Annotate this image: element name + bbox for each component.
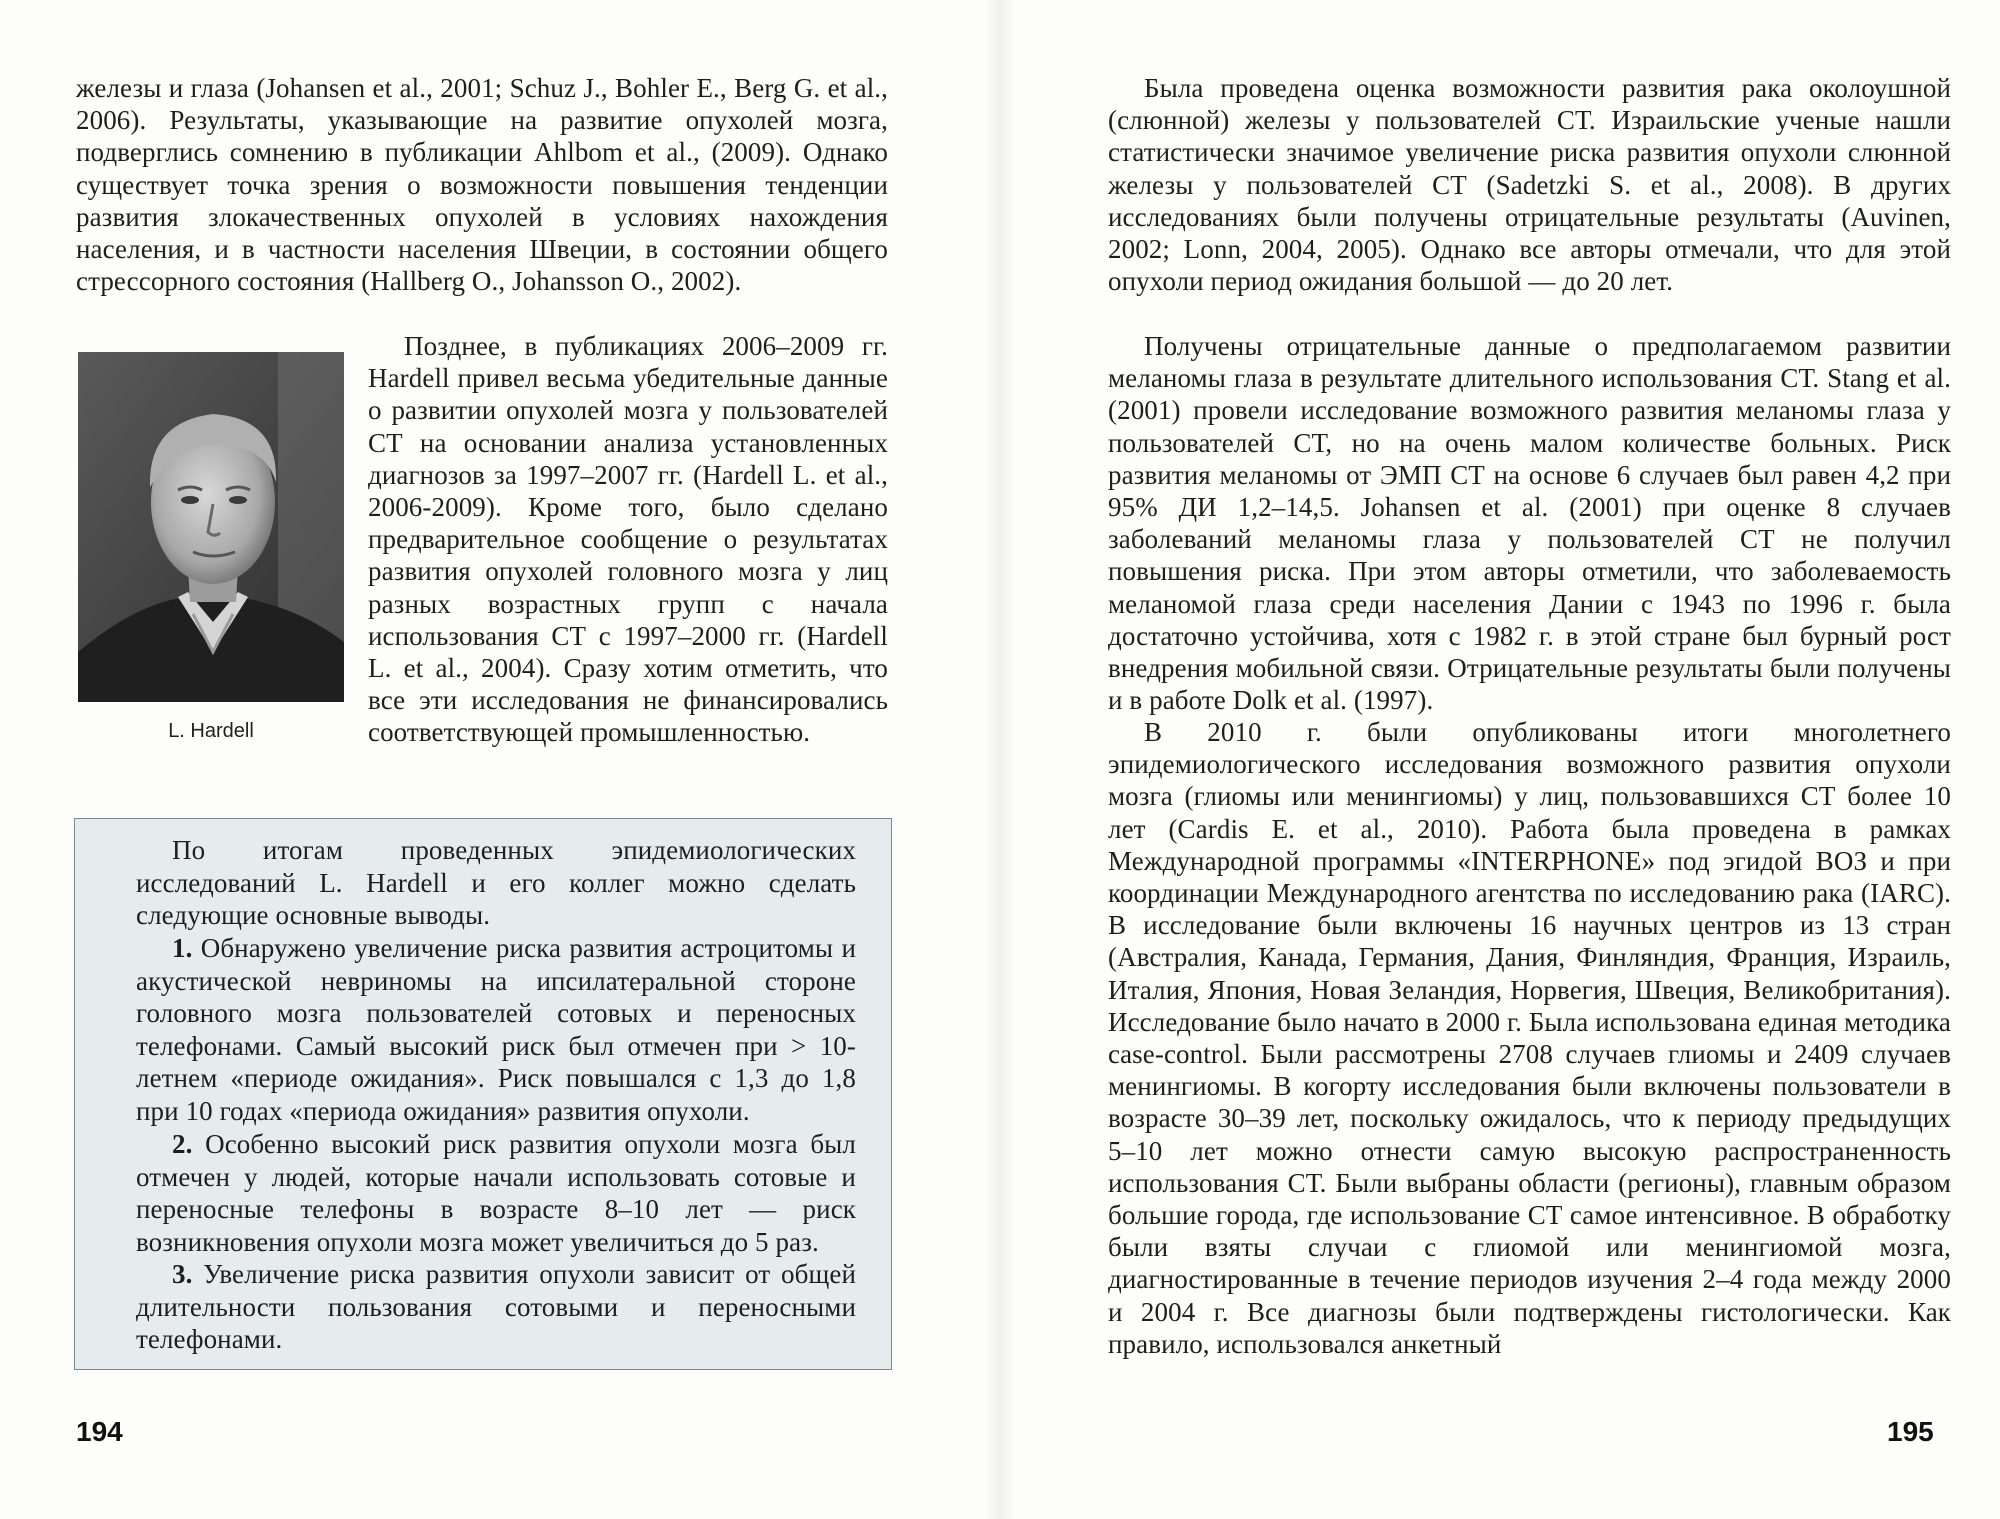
right-paragraph: Была проведена оценка возможности развития рака околоушной (слюнной) железы у пользователей СТ. Израильские ученые нашли статистически значимое увеличение риска развития опухоли слюнной железы у пользователей СТ (Sadetzki S. et al., 2008). В других исследованиях были получены отрицательные результаты (Auvinen, 2002; Lonn, 2004, 2005). Однако все авторы отмечали, что для этой опухоли период ожидания большой — до 20 лет. xyxy=(1108,73,1951,297)
hardell-paragraph: Позднее, в публикациях 2006–2009 гг. Hardell привел весьма убедительные данные о развитии опухолей мозга у пользователей СТ на основании анализа установленных диагнозов за 1997–2007 гг. (Hardell L. et al., 2006-2009). Кроме того, было сделано предварительное сообщение о результатах развития опухолей головного мозга у лиц разных возрастных групп с начала использования СТ с 1997–2000 гг. (Hardell L. et al., 2004). Сразу хотим отметить, что все эти исследования не финансировались соответствующей промышленностью. xyxy=(368,331,888,748)
summary-item-number: 1. xyxy=(172,933,193,963)
portrait-illustration xyxy=(78,352,344,702)
summary-intro: По итогам проведенных эпидемиологических исследований L. Hardell и его коллег можно сделать следующие основные выводы. xyxy=(136,835,856,931)
page-number-right: 195 xyxy=(1887,1416,1934,1447)
summary-item-text: Особенно высокий риск развития опухоли мозга был отмечен у людей, которые начали использовать сотовые и переносные телефоны в возрасте 8–10 лет — риск возникновения опухоли мозга может увеличиться до 5 раз. xyxy=(136,1129,856,1257)
right-paragraph: Получены отрицательные данные о предполагаемом развитии меланомы глаза в результате длительного использования СТ. Stang et al. (2001) провели исследование возможного развития меланомы глаза у пользователей СТ, но на очень малом количестве больных. Риск развития меланомы от ЭМП СТ на основе 6 случаев был равен 4,2 при 95% ДИ 1,2–14,5. Johansen et al. (2001) при оценке 8 случаев заболеваний меланомы глаза у пользователей СТ не получил повышения риска. При этом авторы отметили, что заболеваемость меланомой глаза среди населения Дании с 1943 по 1996 г. была достаточно устойчива, хотя с 1982 г. в этой стране был бурный рост внедрения мобильной связи. Отрицательные результаты были получены и в работе Dolk et al. (1997). xyxy=(1108,331,1951,716)
photo-caption: L. Hardell xyxy=(168,720,254,742)
hardell-portrait-photo xyxy=(78,352,344,702)
summary-item xyxy=(136,1258,856,1356)
summary-item xyxy=(136,932,856,1128)
right-paragraph: В 2010 г. были опубликованы итоги многолетнего эпидемиологического исследования возможного развития опухоли мозга (глиомы или менингиомы) у лиц, пользовавшихся СТ более 10 лет (Cardis E. et al., 2010). Работа была проведена в рамках Международной программы «INTERPHONE» под эгидой ВОЗ и при координации Международного агентства по исследованию рака (IARC). В исследование были включены 16 научных центров из 13 стран (Австралия, Канада, Германия, Дания, Финляндия, Франция, Израиль, Италия, Япония, Новая Зеландия, Норвегия, Швеция, Великобритания). Исследование было начато в 2000 г. Была использована единая методика case-control. Были рассмотрены 2708 случаев глиомы и 2409 случаев менингиомы. В когорту исследования были включены пользователи в возрасте 30–39 лет, поскольку ожидалось, что к периоду предыдущих 5–10 лет можно отнести самую высокую распространенность использования СТ. Были выбраны области (регионы), главным образом большие города, где использование СТ самое интенсивное. В обработку были взяты случаи с глиомой или менингиомой мозга, диагностированные в течение периодов изучения 2–4 года между 2000 и 2004 г. Все диагнозы были подтверждены гистологически. Как правило, использовался анкетный xyxy=(1108,717,1951,1359)
left-intro-paragraph: железы и глаза (Johansen et al., 2001; Schuz J., Bohler E., Berg G. et al., 2006). Результаты, указывающие на развитие опухолей мозга, подверглись сомнению в публикации Ahlbom et al., (2009). Однако существует точка зрения о возможности повышения тенденции развития злокачественных опухолей в условиях нахождения населения, и в частности населения Швеции, в состоянии общего стрессорного состояния (Hallberg O., Johansson O., 2002). xyxy=(76,73,888,297)
page-number-left: 194 xyxy=(76,1416,123,1447)
summary-item-number: 2. xyxy=(172,1129,193,1159)
summary-item xyxy=(136,1128,856,1258)
summary-box xyxy=(74,818,892,1370)
summary-item-text: Увеличение риска развития опухоли зависит от общей длительности пользования сотовыми и переносными телефонами. xyxy=(136,1259,856,1355)
summary-item-number: 3. xyxy=(172,1259,193,1289)
summary-item-text: Обнаружено увеличение риска развития астроцитомы и акустической невриномы на ипсилатеральной стороне головного мозга пользователей сотовых и переносных телефонами. Самый высокий риск был отмечен при > 10-летнем «периоде ожидания». Риск повышался с 1,3 до 1,8 при 10 годах «периода ожидания» развития опухоли. xyxy=(136,933,856,1126)
